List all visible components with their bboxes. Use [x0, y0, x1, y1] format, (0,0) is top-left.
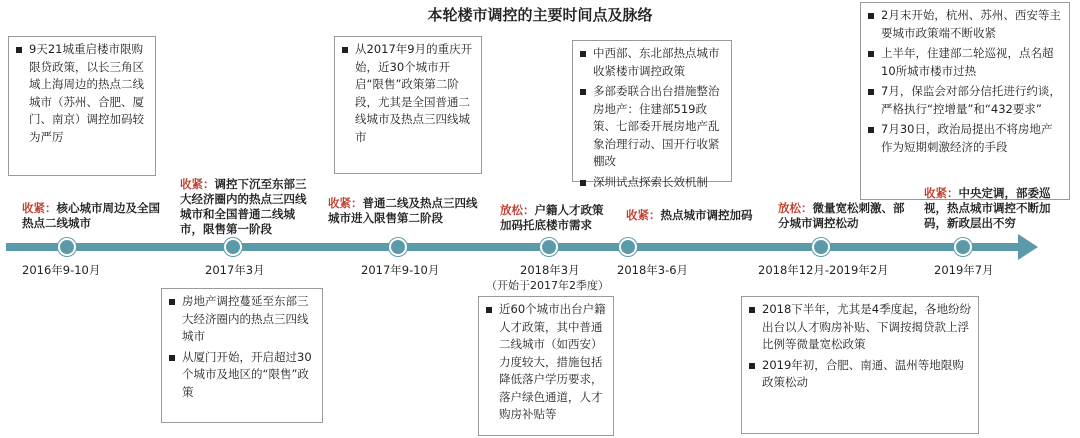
note-item: 近60个城市出台户籍人才政策，其中普通二线城市（如西安）力度较大，措施包括降低落户学历要求，落户绿色通道，人才购房补贴等 [485, 301, 607, 424]
note-item: 9天21城重启楼市限购限贷政策，以长三角区域上海周边的热点二线城市（苏州、合肥、厦门、南京）调控加码较为严厉 [15, 41, 149, 146]
note-item: 2月末开始，杭州、苏州、西安等主要城市政策端不断收紧 [867, 7, 1063, 42]
timeline-date: 2018年3月 [520, 263, 580, 277]
note-box-2019-7 [860, 2, 1070, 200]
milestone-label: 收紧：核心城市周边及全国热点二线城市 [22, 201, 160, 230]
timeline-date: 2018年12月-2019年2月 [758, 263, 889, 277]
note-item: 从厦门开始，开启超过30个城市及地区的“限售”政策 [168, 349, 316, 402]
note-item: 7月，保监会对部分信托进行约谈，严格执行“控增量”和“432要求” [867, 83, 1063, 118]
note-item: 2018下半年，尤其是4季度起，各地纷纷出台以人才购房补贴、下调按揭贷款上浮比例等微量宽松政策 [748, 301, 972, 354]
note-box-2018-12 [741, 296, 979, 434]
timeline-dot [954, 238, 972, 256]
timeline-dot [619, 238, 637, 256]
note-item: 房地产调控蔓延至东部三大经济圈内的热点三四线城市 [168, 293, 316, 346]
timeline-date: 2017年9-10月 [361, 263, 440, 277]
milestone-label: 收紧：热点城市调控加码 [626, 208, 753, 222]
milestone-label: 收紧：中央定调，部委巡视，热点城市调控不断加码，新政层出不穷 [924, 186, 1051, 230]
timeline-date-note: （开始于2017年2季度） [486, 279, 609, 292]
timeline-dot [58, 238, 76, 256]
timeline-arrowhead [1018, 234, 1038, 260]
note-item: 从2017年9月的重庆开始，近30个城市开启“限售”政策第二阶段，尤其是全国普通二线城市及热点三四线城市 [341, 41, 475, 146]
timeline-bar [6, 243, 1021, 251]
note-box-2017-3 [161, 288, 323, 423]
timeline-date: 2016年9-10月 [22, 263, 101, 277]
note-box-2018-3 [478, 296, 614, 436]
note-box-2018-3-6 [572, 40, 732, 189]
timeline-dot [540, 238, 558, 256]
timeline-dot [389, 238, 407, 256]
page-title: 本轮楼市调控的主要时间点及脉络 [427, 6, 653, 24]
milestone-label: 放松：微量宽松刺激、部分城市调控松动 [778, 201, 905, 230]
timeline-dot [224, 238, 242, 256]
timeline-date: 2019年7月 [934, 263, 994, 277]
milestone-label: 放松：户籍人才政策加码托底楼市需求 [500, 203, 604, 232]
note-item: 深圳试点探索长效机制 [579, 174, 725, 192]
note-box-2017-9 [334, 36, 482, 174]
note-item: 多部委联合出台措施整治房地产：住建部519政策、七部委开展房地产乱象治理行动、国开行收紧棚改 [579, 83, 725, 171]
note-box-2016 [8, 36, 156, 176]
milestone-label: 收紧：调控下沉至东部三大经济圈内的热点三四线城市和全国普通二线城市，限售第一阶段 [180, 177, 307, 236]
timeline-date: 2018年3-6月 [617, 263, 689, 277]
note-item: 上半年，住建部二轮巡视，点名超10所城市楼市过热 [867, 45, 1063, 80]
timeline-dot [812, 238, 830, 256]
note-item: 2019年初，合肥、南通、温州等地限购政策松动 [748, 357, 972, 392]
note-item: 7月30日，政治局提出不将房地产作为短期刺激经济的手段 [867, 121, 1063, 156]
timeline-date: 2017年3月 [205, 263, 265, 277]
milestone-label: 收紧：普通二线及热点三四线城市进入限售第二阶段 [328, 196, 478, 225]
note-item: 中西部、东北部热点城市收紧楼市调控政策 [579, 45, 725, 80]
